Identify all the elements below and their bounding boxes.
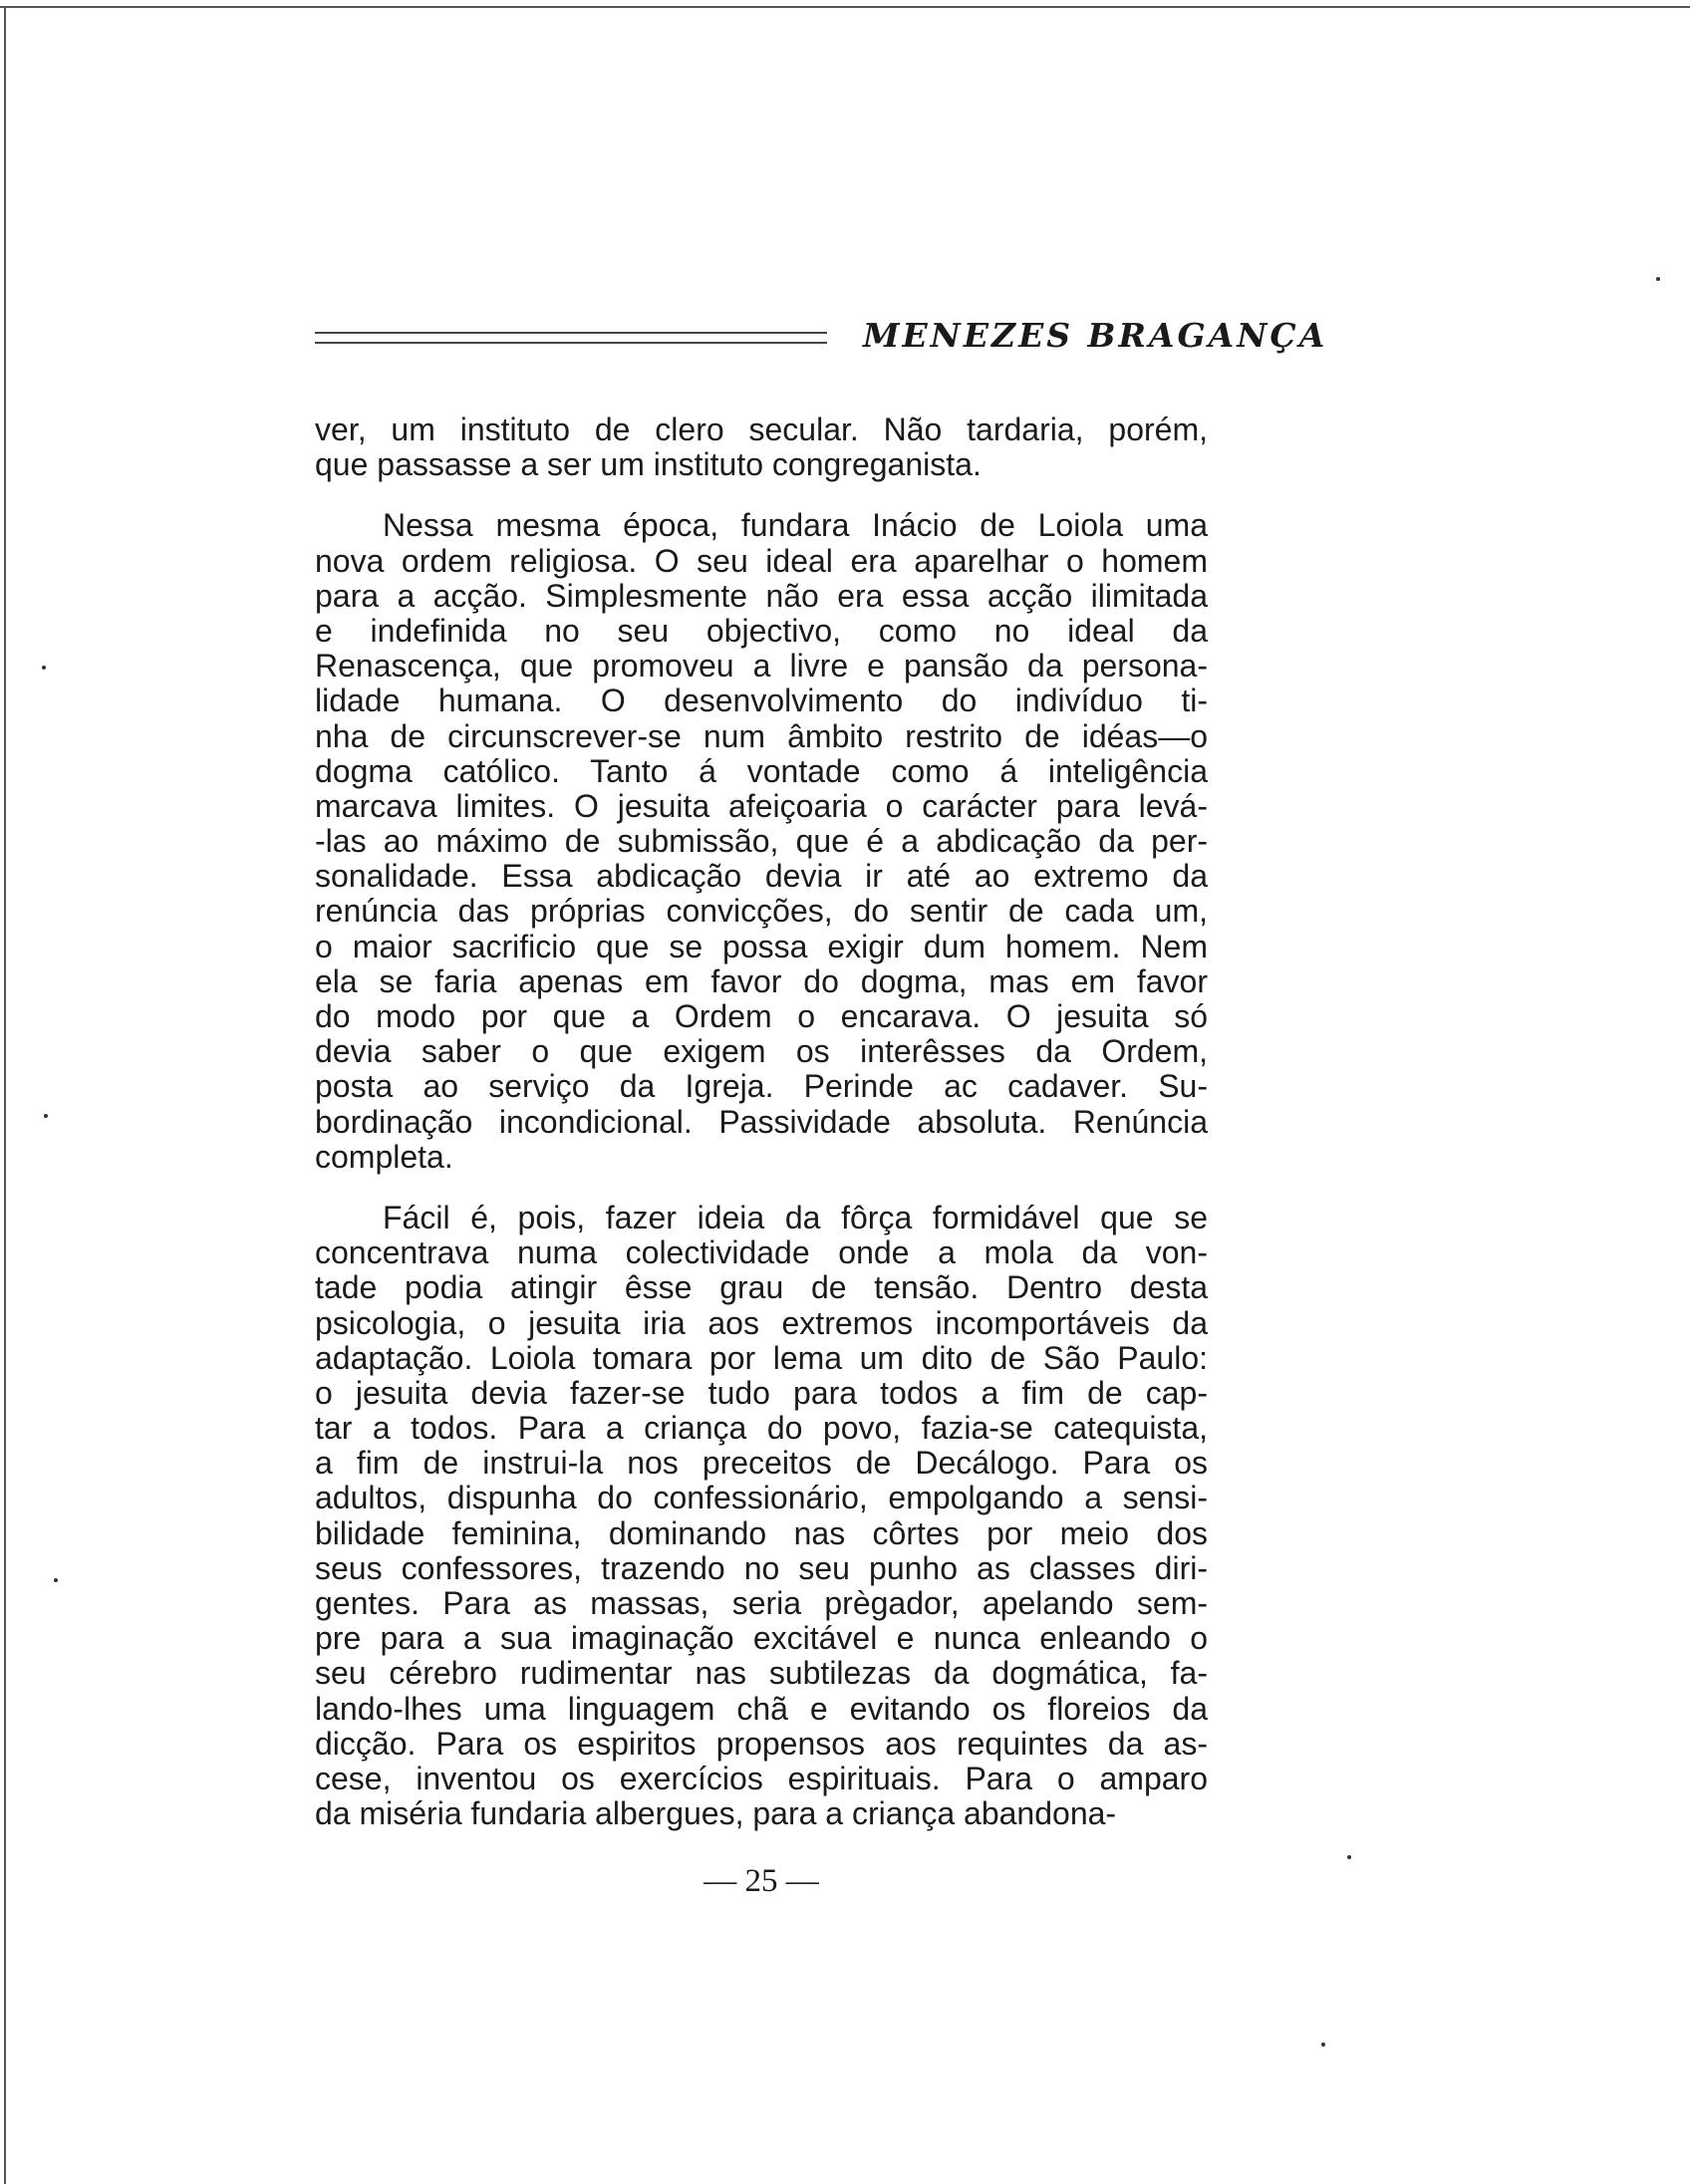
text-line: o maior sacrificio que se possa exigir dum homem. Nem <box>315 928 1208 964</box>
paragraph <box>315 508 1208 1175</box>
text-line: psicologia, o jesuita iria aos extremos incomportáveis da <box>315 1304 1208 1341</box>
text-line: nha de circunscrever-se num âmbito restrito de idéas—o <box>315 717 1208 754</box>
text-line: adaptação. Loiola tomara por lema um dito de São Paulo: <box>315 1339 1208 1376</box>
text-line: renúncia das próprias convicções, do sentir de cada um, <box>315 893 1208 930</box>
text-line: ela se faria apenas em favor do dogma, mas em favor <box>315 962 1208 999</box>
scan-speck <box>54 1578 58 1582</box>
text-line: lidade humana. O desenvolvimento do indivíduo ti- <box>315 682 1208 719</box>
text-line: tade podia atingir êsse grau de tensão. Dentro desta <box>315 1269 1208 1306</box>
text-line: -las ao máximo de submissão, que é a abdicação da per- <box>315 823 1208 860</box>
text-line: adultos, dispunha do confessionário, empolgando a sensi- <box>315 1480 1208 1516</box>
header-rule <box>315 332 827 344</box>
text-line: ver, um instituto de clero secular. Não tardaria, porém, <box>315 411 1208 447</box>
text-line: concentrava numa colectividade onde a mola da von- <box>315 1234 1208 1271</box>
text-line: o jesuita devia fazer-se tudo para todos a fim de cap- <box>315 1374 1208 1411</box>
scan-speck <box>1347 1855 1351 1859</box>
page-number: — 25 — <box>704 1863 819 1899</box>
text-line: sonalidade. Essa abdicação devia ir até ao extremo da <box>315 858 1208 895</box>
text-line: e indefinida no seu objectivo, como no ideal da <box>315 612 1208 649</box>
text-line: lando-lhes uma linguagem chã e evitando os floreios da <box>315 1690 1208 1727</box>
text-line: devia saber o que exigem os interêsses da Ordem, <box>315 1033 1208 1070</box>
text-line: Nessa mesma época, fundara Inácio de Loiola uma <box>383 507 1208 544</box>
text-line: gentes. Para as massas, seria prègador, apelando sem- <box>315 1585 1208 1621</box>
running-title: MENEZES BRAGANÇA <box>863 315 1328 355</box>
text-line: tar a todos. Para a criança do povo, fazia-se catequista, <box>315 1410 1208 1447</box>
scan-speck <box>42 666 46 670</box>
text-line: seus confessores, trazendo no seu punho as classes diri- <box>315 1549 1208 1586</box>
text-line: marcava limites. O jesuita afeiçoaria o carácter para levá- <box>315 787 1208 824</box>
text-line: para a acção. Simplesmente não era essa acção ilimitada <box>315 577 1208 614</box>
text-line: nova ordem religiosa. O seu ideal era aparelhar o homem <box>315 542 1208 579</box>
text-line: cese, inventou os exercícios espirituais. Para o amparo <box>315 1760 1208 1796</box>
text-line: dicção. Para os espiritos propensos aos requintes da as- <box>315 1725 1208 1762</box>
scan-speck <box>1656 277 1660 281</box>
scan-speck <box>44 1114 48 1118</box>
text-line: completa. <box>315 1138 453 1175</box>
paragraph <box>315 412 1208 482</box>
text-line: posta ao serviço da Igreja. Perinde ac cadaver. Su- <box>315 1068 1208 1105</box>
scan-speck <box>1321 2043 1325 2047</box>
text-line: bilidade feminina, dominando nas côrtes por meio dos <box>315 1514 1208 1551</box>
text-line: do modo por que a Ordem o encarava. O jesuita só <box>315 998 1208 1034</box>
text-line: dogma católico. Tanto á vontade como á inteligência <box>315 752 1208 789</box>
text-line: seu cérebro rudimentar nas subtilezas da dogmática, fa- <box>315 1655 1208 1692</box>
scan-edge-left <box>4 6 6 2184</box>
text-line: da miséria fundaria albergues, para a criança abandona- <box>315 1795 1117 1832</box>
text-line: a fim de instrui-la nos preceitos de Decálogo. Para os <box>315 1445 1208 1482</box>
text-line: bordinação incondicional. Passividade absoluta. Renúncia <box>315 1103 1208 1140</box>
paragraph-gap <box>315 1175 1208 1201</box>
running-head <box>315 313 1328 357</box>
text-line: Fácil é, pois, fazer ideia da fôrça formidável que se <box>383 1199 1208 1235</box>
paragraph <box>315 1201 1208 1831</box>
paragraph-gap <box>315 482 1208 508</box>
text-line: que passasse a ser um instituto congreganista. <box>315 446 982 483</box>
body-text <box>315 412 1208 1831</box>
text-line: pre para a sua imaginação excitável e nunca enleando o <box>315 1620 1208 1657</box>
scan-edge-top <box>0 6 1690 8</box>
text-line: Renascença, que promoveu a livre e pansão da persona- <box>315 648 1208 684</box>
